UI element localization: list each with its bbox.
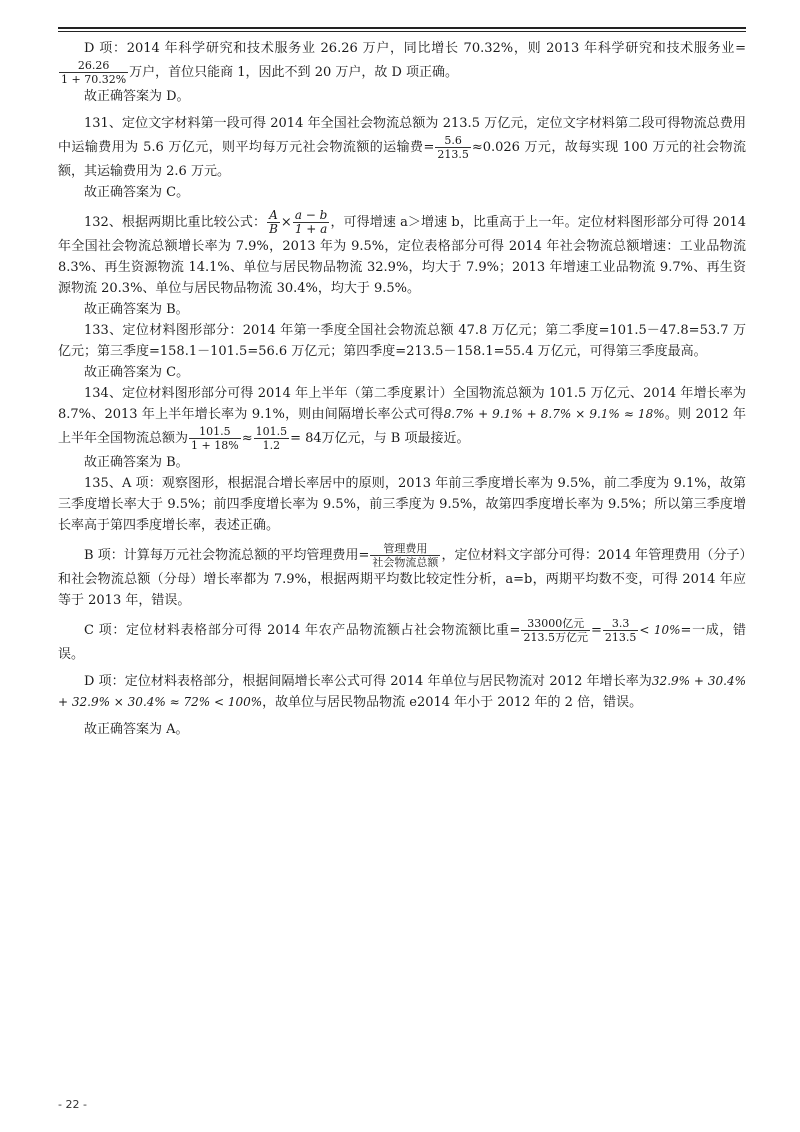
formula: 32.9% + 30.4% + 32.9% × 30.4% ≈ 72% < 100%: [58, 674, 746, 709]
fraction: $\frac{\text{33000亿元}}{\text{213.5万亿元}}$: [523, 617, 588, 644]
explanation-131: 131、定位文字材料第一段可得 2014 年全国社会物流总额为 213.5 万亿元，定位文字材料第二段可得物流总费用中运输费用为 5.6 万亿元，则平均每万元社会物流额的运输费= $\frac{5.6}{213.5}$ ≈0.026 万元，故每实现 100 万元的社会物流额，其运输费用为 2.6 万元。: [58, 116, 746, 179]
explanation-135-a: 135、A 项：观察图形，根据混合增长率居中的原则，2013 年前三季度增长率为 9.5%，前二季度为 9.1%，故第三季度增长率大于 9.5%；前四季度增长率为 9.5%，前三季度为 9.5%，故第四季度增长率为 9.5%；所以第三季度增长率高于第四季度增长率，表述正确。: [58, 476, 746, 533]
fraction: $\frac{A}{B}$: [269, 208, 278, 236]
explanation-132: 132、根据两期比重比较公式： $\frac{A}{B}$ × $\frac{a - b}{1 + a}$ ，可得增速 a＞增速 b，比重高于上一年。定位材料图形部分可得 2014 年全国社会物流总额增长率为 7.9%，2013 年为 9.5%，定位表格部分可得 2014 年社会物流总额增速：工业品物流 8.3%、再生资源物流 14.1%、单位与居民物品物流 32.9%，均大于 7.9%；2013 年增速工业品物流 9.7%、再生资源物流 20.3%、单位与居民物品物流 30.4%，均大于 9.5%。: [58, 208, 746, 296]
answer-line: 故正确答案为 D。: [84, 89, 190, 104]
fraction: $\frac{101.5}{1.2}$: [255, 425, 288, 452]
answer-line: 故正确答案为 C。: [84, 185, 190, 200]
explanation-135-c: C 项：定位材料表格部分可得 2014 年农产品物流额占社会物流额比重= $\frac{\text{33000亿元}}{\text{213.5万亿元}}$ = $\frac{3.3}{213.5}$ < 10%=一成，错误。: [58, 617, 746, 662]
answer-line: 故正确答案为 B。: [84, 455, 189, 470]
explanation-130-d: D 项：2014 年科学研究和技术服务业 26.26 万户，同比增长 70.32%，则 2013 年科学研究和技术服务业= $\frac{26.26}{1 + 70.32\%}$ 万户，首位只能商 1，因此不到 20 万户，故 D 项正确。: [61, 41, 746, 86]
fraction: $\frac{26.26}{1 + 70.32\%}$: [61, 59, 127, 86]
formula: 8.7% + 9.1% + 8.7% × 9.1% ≈ 18%: [443, 407, 665, 421]
explanation-135-d: D 项：定位材料表格部分，根据间隔增长率公式可得 2014 年单位与居民物流对 2012 年增长率为32.9% + 30.4% + 32.9% × 30.4% ≈ 72% < 100%，故单位与居民物品物流 e2014 年小于 2012 年的 2 倍，错误。: [58, 674, 746, 710]
explanation-135-b: B 项：计算每万元社会物流总额的平均管理费用= $\frac{\text{管理费用}}{\text{社会物流总额}}$ ，定位材料文字部分可得：2014 年管理费用（分子）和社会物流总额（分母）增长率都为 7.9%，根据两期平均数比较定性分析，a=b，两期平均数不变，可得 2014 年应等于 2013 年，错误。: [58, 542, 746, 608]
answer-line: 故正确答案为 B。: [84, 302, 189, 317]
fraction: $\frac{a - b}{1 + a}$: [294, 208, 328, 236]
page-number: - 22 -: [58, 1098, 87, 1111]
fraction: $\frac{\text{管理费用}}{\text{社会物流总额}}$: [372, 542, 439, 569]
fraction: $\frac{5.6}{213.5}$: [437, 134, 469, 161]
explanation-133: 133、定位材料图形部分：2014 年第一季度全国社会物流总额 47.8 万亿元；第二季度=101.5－47.8=53.7 万亿元；第三季度=158.1－101.5=56.6 万亿元；第四季度=213.5－158.1=55.4 万亿元，可得第三季度最高。: [58, 323, 746, 359]
header-rule-thick: [58, 27, 746, 29]
answer-explanations: [58, 38, 746, 740]
answer-line: 故正确答案为 C。: [84, 365, 190, 380]
answer-line: 故正确答案为 A。: [84, 722, 189, 737]
fraction: $\frac{101.5}{1 + 18\%}$: [191, 425, 239, 452]
header-rule-thin: [58, 31, 746, 32]
fraction: $\frac{3.3}{213.5}$: [604, 617, 637, 644]
explanation-134: 134、定位材料图形部分可得 2014 年上半年（第二季度累计）全国物流总额为 101.5 万亿元、2014 年增长率为 8.7%、2013 年上半年增长率为 9.1%，则由间隔增长率公式可得8.7% + 9.1% + 8.7% × 9.1% ≈ 18%。则 2012 年上半年全国物流总额为 $\frac{101.5}{1 + 18\%}$ ≈ $\frac{101.5}{1.2}$ = 84万亿元，与 B 项最接近。: [58, 386, 746, 452]
